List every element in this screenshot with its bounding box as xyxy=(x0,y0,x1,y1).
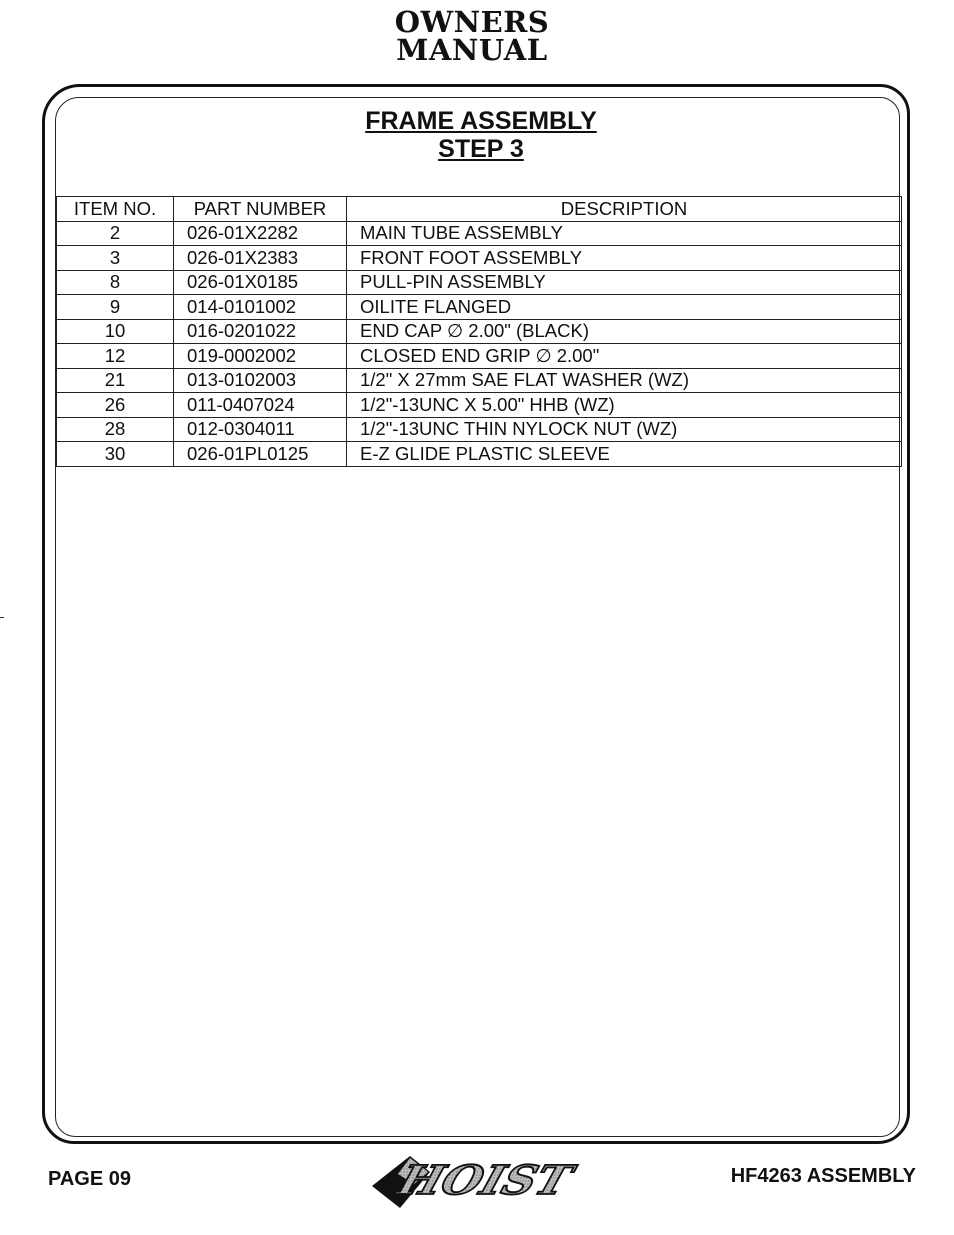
item-no-cell: 3 xyxy=(57,246,174,271)
section-step-text: STEP 3 xyxy=(438,135,524,163)
part-number-cell: 016-0201022 xyxy=(174,319,347,344)
table-row xyxy=(57,270,902,295)
part-number-cell: 026-01X2383 xyxy=(174,246,347,271)
description-cell: MAIN TUBE ASSEMBLY xyxy=(347,221,902,246)
table-row xyxy=(57,442,902,467)
table-header-row xyxy=(57,197,902,222)
table-row xyxy=(57,368,902,393)
header-line-1: OWNERS xyxy=(394,5,550,39)
logo-wordmark: HOIST xyxy=(392,1155,559,1204)
part-number-cell: 011-0407024 xyxy=(174,393,347,418)
header-item-no: ITEM NO. xyxy=(57,197,174,222)
page-number: PAGE 09 xyxy=(48,1168,131,1190)
item-no-cell: 9 xyxy=(57,295,174,320)
description-cell: PULL-PIN ASSEMBLY xyxy=(347,270,902,295)
item-no-cell: 10 xyxy=(57,319,174,344)
part-number-cell: 014-0101002 xyxy=(174,295,347,320)
description-cell: 1/2"-13UNC X 5.00" HHB (WZ) xyxy=(347,393,902,418)
section-title xyxy=(0,107,954,163)
item-no-cell: 12 xyxy=(57,344,174,369)
margin-tick xyxy=(0,617,4,618)
item-no-cell: 2 xyxy=(57,221,174,246)
table-row xyxy=(57,221,902,246)
part-number-cell: 013-0102003 xyxy=(174,368,347,393)
part-number-cell: 012-0304011 xyxy=(174,417,347,442)
part-number-cell: 019-0002002 xyxy=(174,344,347,369)
description-cell: 1/2" X 27mm SAE FLAT WASHER (WZ) xyxy=(347,368,902,393)
part-number-cell: 026-01X2282 xyxy=(174,221,347,246)
part-number-cell: 026-01X0185 xyxy=(174,270,347,295)
description-cell: FRONT FOOT ASSEMBLY xyxy=(347,246,902,271)
description-cell: 1/2"-13UNC THIN NYLOCK NUT (WZ) xyxy=(347,417,902,442)
table-row xyxy=(57,246,902,271)
table-row xyxy=(57,344,902,369)
description-cell: CLOSED END GRIP ∅ 2.00" xyxy=(347,344,902,369)
manual-header xyxy=(0,5,944,67)
parts-table xyxy=(56,196,902,467)
table-row xyxy=(57,319,902,344)
table-row xyxy=(57,393,902,418)
header-line-2: MANUAL xyxy=(396,33,548,67)
item-no-cell: 26 xyxy=(57,393,174,418)
description-cell: E-Z GLIDE PLASTIC SLEEVE xyxy=(347,442,902,467)
item-no-cell: 8 xyxy=(57,270,174,295)
header-description: DESCRIPTION xyxy=(347,197,902,222)
table-row xyxy=(57,295,902,320)
header-part-number: PART NUMBER xyxy=(174,197,347,222)
model-assembly: HF4263 ASSEMBLY xyxy=(730,1165,916,1187)
table-row xyxy=(57,417,902,442)
description-cell: OILITE FLANGED xyxy=(347,295,902,320)
description-cell: END CAP ∅ 2.00" (BLACK) xyxy=(347,319,902,344)
section-title-text: FRAME ASSEMBLY xyxy=(365,107,597,135)
part-number-cell: 026-01PL0125 xyxy=(174,442,347,467)
item-no-cell: 28 xyxy=(57,417,174,442)
item-no-cell: 21 xyxy=(57,368,174,393)
hoist-logo xyxy=(370,1150,585,1212)
item-no-cell: 30 xyxy=(57,442,174,467)
